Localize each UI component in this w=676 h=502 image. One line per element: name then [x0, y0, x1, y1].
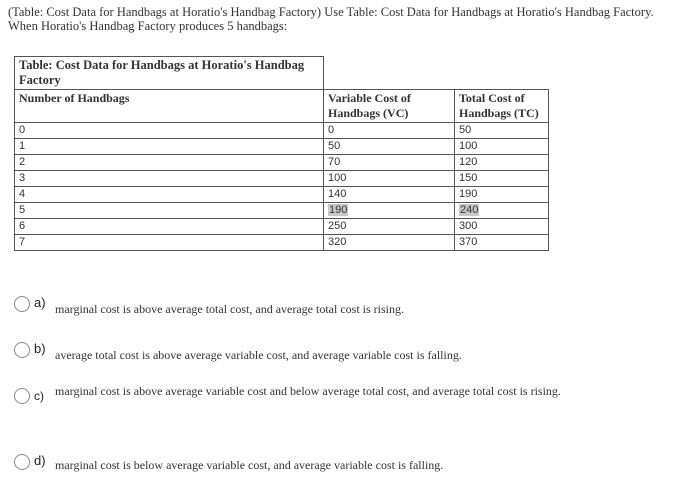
- table-row: [15, 203, 549, 219]
- option-d-radio[interactable]: [14, 454, 30, 470]
- cell-vc: 70: [324, 155, 455, 171]
- cell-vc: 320: [324, 235, 455, 251]
- option-c-radio[interactable]: [14, 388, 30, 404]
- table-row: [15, 187, 549, 203]
- header-variable-cost: Variable Cost of Handbags (VC): [324, 90, 455, 123]
- cell-tc: 300: [455, 219, 549, 235]
- cell-quantity: 5: [15, 203, 324, 219]
- question-text: (Table: Cost Data for Handbags at Horatio's Handbag Factory) Use Table: Cost Data for Handbags at Horatio's Handbag Factory. When Horatio's Handbag Factory produces 5 handbags:: [8, 5, 654, 33]
- cell-quantity: 7: [15, 235, 324, 251]
- cell-quantity: 0: [15, 123, 324, 139]
- highlighted-value: 190: [329, 204, 348, 216]
- table-row: [15, 139, 549, 155]
- cell-tc: 190: [455, 187, 549, 203]
- cell-vc: 50: [324, 139, 455, 155]
- cell-vc: 140: [324, 187, 455, 203]
- option-b-letter: b): [34, 341, 46, 356]
- option-b-text: average total cost is above average variable cost, and average variable cost is falling.: [55, 348, 462, 362]
- table-row: [15, 155, 549, 171]
- table-row: [15, 235, 549, 251]
- option-c-letter: c): [34, 389, 44, 403]
- table-title: [15, 57, 324, 90]
- option-d[interactable]: [14, 452, 654, 482]
- cell-vc: 0: [324, 123, 455, 139]
- table-row: [15, 123, 549, 139]
- cell-quantity: 4: [15, 187, 324, 203]
- table-title-text: Table: Cost Data for Handbags at Horatio's Handbag Factory: [19, 58, 305, 87]
- option-c-text: marginal cost is above average variable cost and below average total cost, and average total cost is rising.: [55, 384, 561, 398]
- cell-quantity: 6: [15, 219, 324, 235]
- cost-data-table: [14, 56, 549, 251]
- option-d-text: marginal cost is below average variable cost, and average variable cost is falling.: [55, 458, 444, 472]
- cell-quantity: 1: [15, 139, 324, 155]
- option-a-radio[interactable]: [14, 296, 30, 312]
- cell-quantity: 3: [15, 171, 324, 187]
- cell-quantity: 2: [15, 155, 324, 171]
- option-b[interactable]: [14, 340, 654, 370]
- option-a-letter: a): [34, 295, 46, 310]
- cell-vc: [324, 203, 455, 219]
- option-a-text: marginal cost is above average total cost, and average total cost is rising.: [55, 302, 405, 316]
- highlighted-value: 240: [460, 204, 479, 216]
- option-c[interactable]: [14, 384, 654, 424]
- cell-vc: 250: [324, 219, 455, 235]
- table-row: [15, 219, 549, 235]
- cell-tc: 150: [455, 171, 549, 187]
- option-d-letter: d): [34, 453, 46, 468]
- header-quantity: Number of Handbags: [15, 90, 324, 123]
- option-a[interactable]: [14, 294, 654, 324]
- header-total-cost: Total Cost of Handbags (TC): [455, 90, 549, 123]
- option-b-radio[interactable]: [14, 342, 30, 358]
- table-row: [15, 171, 549, 187]
- cell-vc: 100: [324, 171, 455, 187]
- cell-tc: 50: [455, 123, 549, 139]
- cell-tc: 120: [455, 155, 549, 171]
- cell-tc: [455, 203, 549, 219]
- cell-tc: 370: [455, 235, 549, 251]
- cell-tc: 100: [455, 139, 549, 155]
